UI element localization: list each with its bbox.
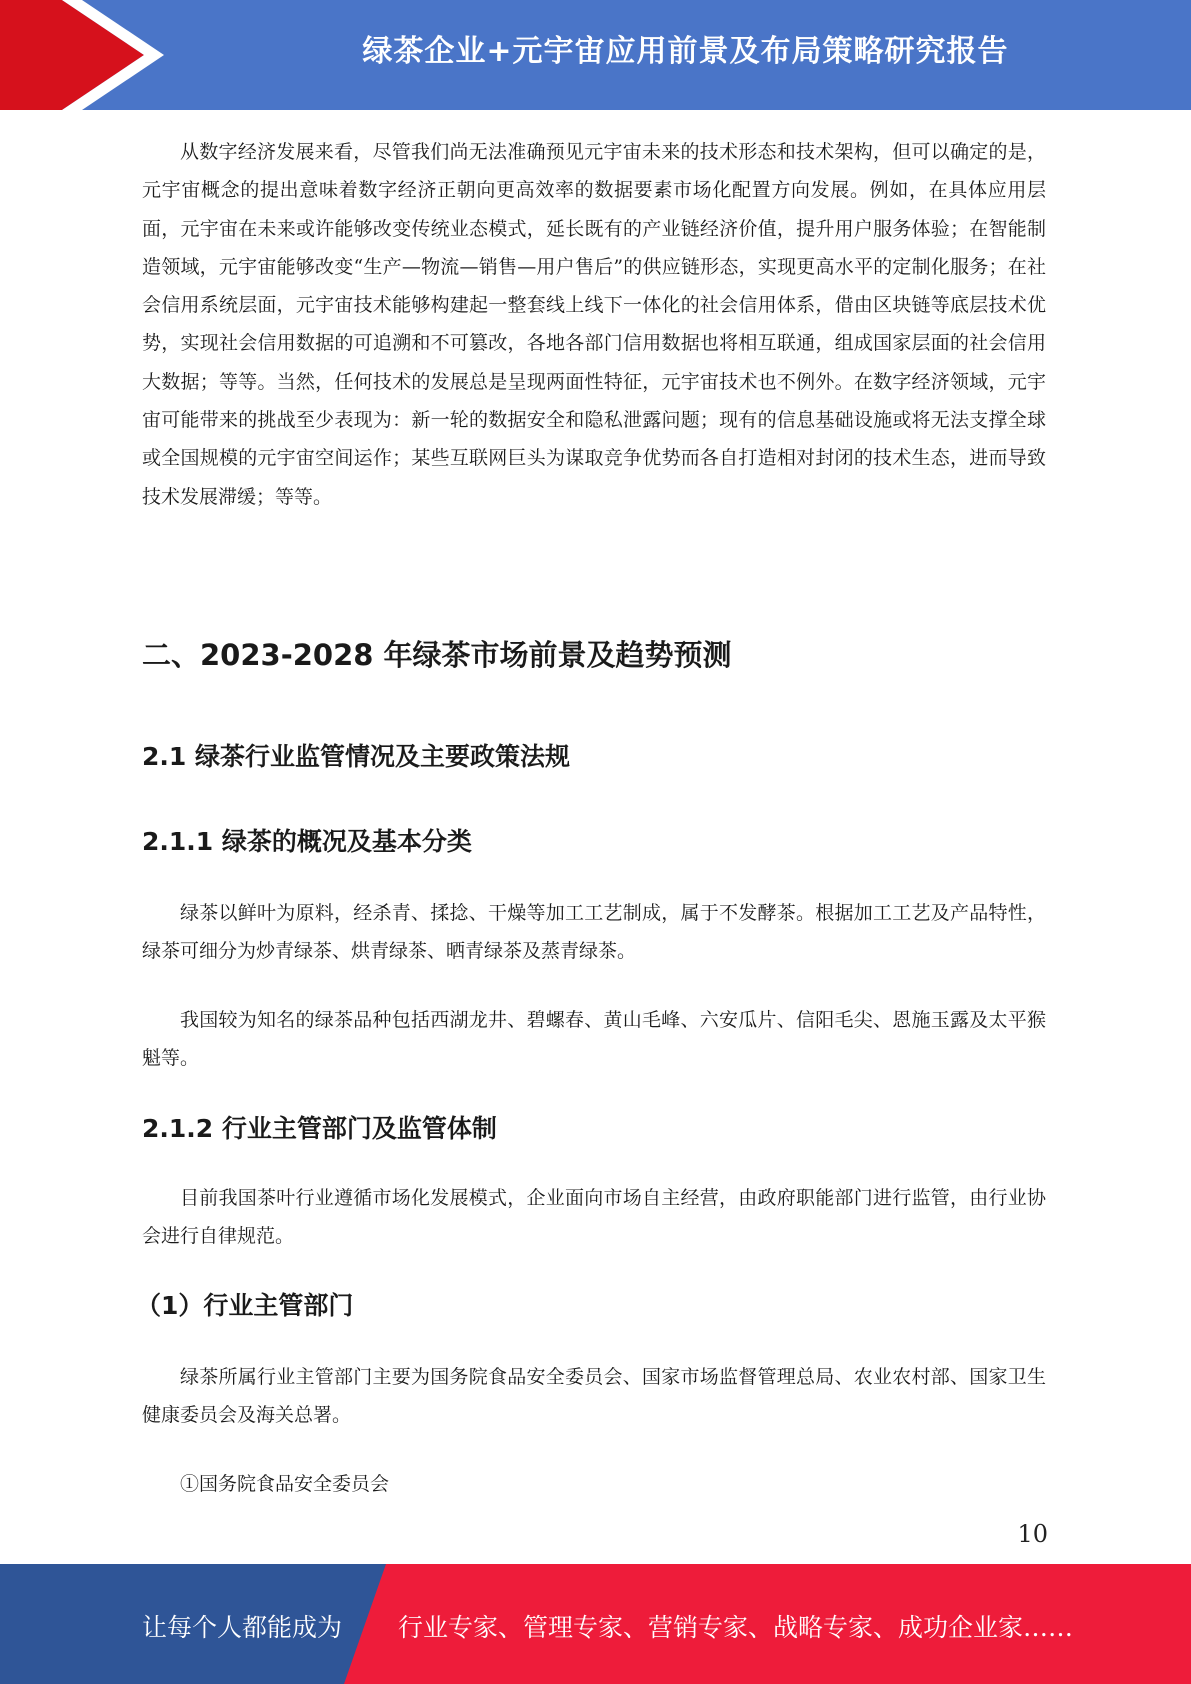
- overview-section: [142, 894, 1046, 971]
- subsection-title: 2.1 绿茶行业监管情况及主要政策法规: [142, 742, 570, 771]
- intro-section: [142, 133, 1046, 516]
- report-title: 绿茶企业+元宇宙应用前景及布局策略研究报告: [362, 34, 1009, 69]
- item-1-section: [142, 1465, 1046, 1503]
- sub-subsection-title-regulation: 2.1.2 行业主管部门及监管体制: [142, 1114, 497, 1143]
- regulation-section: [142, 1179, 1046, 1256]
- header-banner: [0, 0, 1191, 110]
- overview-paragraph: 绿茶以鲜叶为原料，经杀青、揉捻、干燥等加工工艺制成，属于不发酵茶。根据加工工艺及产品特性，绿茶可细分为炒青绿茶、烘青绿茶、晒青绿茶及蒸青绿茶。: [142, 902, 1046, 963]
- footer-slogan-left: 让每个人都能成为: [142, 1613, 343, 1642]
- sub-subsection-title-overview: 2.1.1 绿茶的概况及基本分类: [142, 827, 472, 856]
- list-item-state-council-food-safety: ①国务院食品安全委员会: [180, 1473, 390, 1495]
- sub-subsection-title-departments: （1）行业主管部门: [136, 1291, 354, 1320]
- intro-paragraph: 从数字经济发展来看，尽管我们尚无法准确预见元宇宙未来的技术形态和技术架构，但可以确定的是，元宇宙概念的提出意味着数字经济正朝向更高效率的数据要素市场化配置方向发展。例如，在具体应用层面，元宇宙在未来或许能够改变传统业态模式，延长既有的产业链经济价值，提升用户服务体验；在智能制造领域，元宇宙能够改变“生产—物流—销售—用户售后”的供应链形态，实现更高水平的定制化服务；在社会信用系统层面，元宇宙技术能够构建起一整套线上线下一体化的社会信用体系，借由区块链等底层技术优势，实现社会信用数据的可追溯和不可篡改，各地各部门信用数据也将相互联通，组成国家层面的社会信用大数据；等等。当然，任何技术的发展总是呈现两面性特征，元宇宙技术也不例外。在数字经济领域，元宇宙可能带来的挑战至少表现为：新一轮的数据安全和隐私泄露问题；现有的信息基础设施或将无法支撑全球或全国规模的元宇宙空间运作；某些互联网巨头为谋取竞争优势而各自打造相对封闭的技术生态，进而导致技术发展滞缓；等等。: [142, 141, 1046, 508]
- varieties-paragraph: 我国较为知名的绿茶品种包括西湖龙井、碧螺春、黄山毛峰、六安瓜片、信阳毛尖、恩施玉露及太平猴魁等。: [142, 1009, 1046, 1070]
- varieties-section: [142, 1001, 1046, 1078]
- section-title: 二、2023-2028 年绿茶市场前景及趋势预测: [142, 638, 732, 672]
- footer-banner: [0, 1564, 1191, 1684]
- footer-slogan-right: 行业专家、管理专家、营销专家、战略专家、成功企业家……: [398, 1613, 1074, 1642]
- regulation-paragraph: 目前我国茶叶行业遵循市场化发展模式，企业面向市场自主经营，由政府职能部门进行监管，由行业协会进行自律规范。: [142, 1187, 1046, 1248]
- departments-section: [142, 1358, 1046, 1435]
- page-number: 10: [1017, 1520, 1048, 1548]
- departments-paragraph: 绿茶所属行业主管部门主要为国务院食品安全委员会、国家市场监督管理总局、农业农村部、国家卫生健康委员会及海关总署。: [142, 1366, 1046, 1427]
